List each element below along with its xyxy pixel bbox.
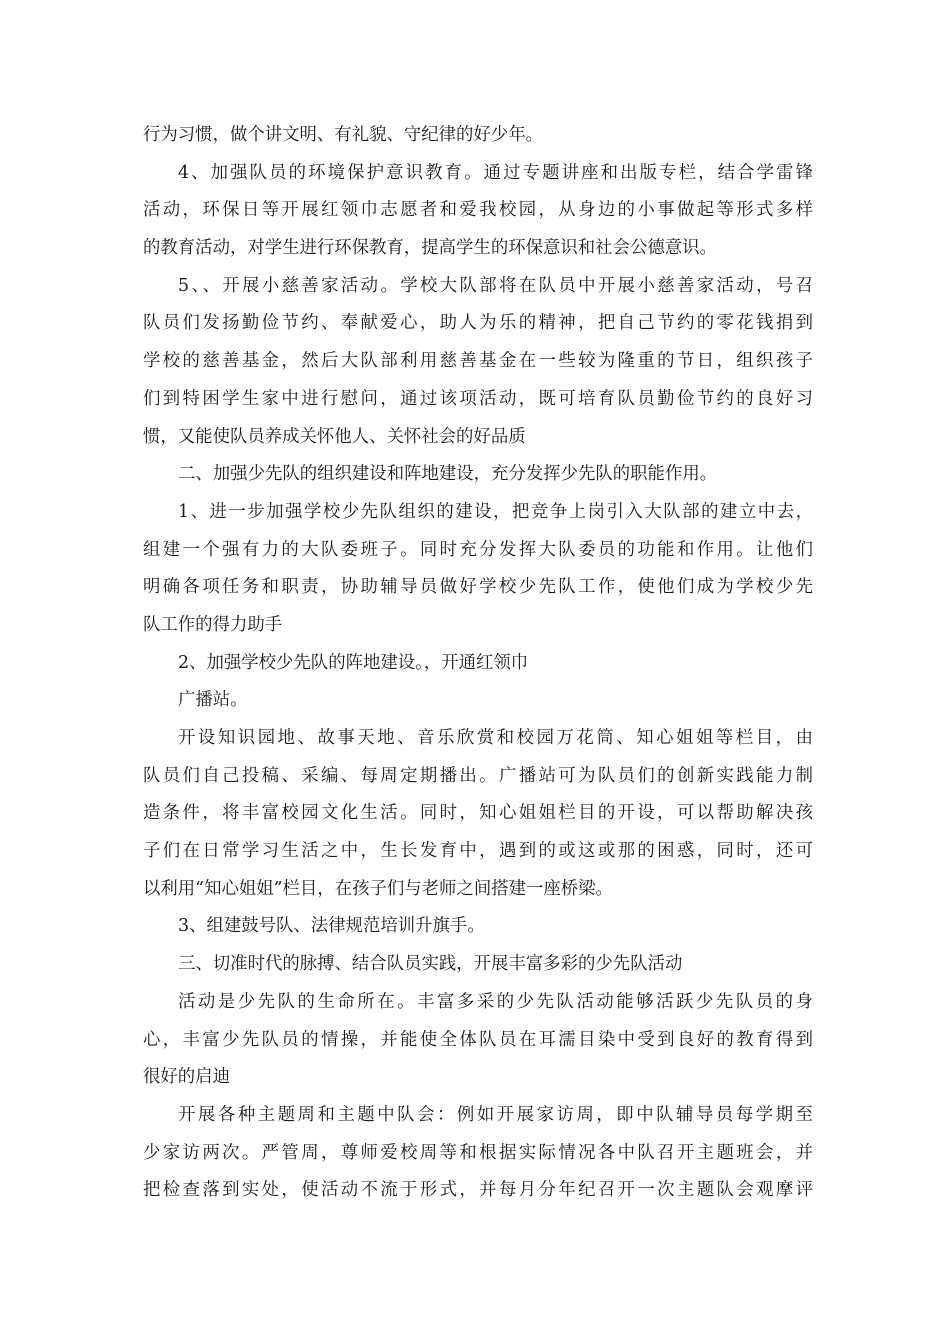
text-line: 二、加强少先队的组织建设和阵地建设，充分发挥少先队的职能作用。 <box>178 464 718 485</box>
text-line: 惯，又能使队员养成关怀他人、关怀社会的好品质 <box>143 426 526 447</box>
text-line: 广播站。 <box>178 690 248 711</box>
text-line: 活动，环保日等开展红领巾志愿者和爱我校园，从身边的小事做起等形式多样 <box>143 200 813 221</box>
document-body <box>143 117 813 1210</box>
text-line: 们到特困学生家中进行慰问，通过该项活动，既可培育队员勤俭节约的良好习 <box>143 388 813 409</box>
text-line: 组建一个强有力的大队委班子。同时充分发挥大队委员的功能和作用。让他们 <box>143 539 813 560</box>
text-line: 2、加强学校少先队的阵地建设。，开通红领巾 <box>178 652 529 673</box>
text-line: 5、、开展小慈善家活动。学校大队部将在队员中开展小慈善家活动，号召 <box>178 275 813 296</box>
text-line: 活动是少先队的生命所在。丰富多采的少先队活动能够活跃少先队员的身 <box>178 991 813 1012</box>
text-line: 的教育活动，对学生进行环保教育，提高学生的环保意识和社会公德意识。 <box>143 238 717 259</box>
text-line: 把检查落到实处，使活动不流于形式，并每月分年纪召开一次主题队会观摩评 <box>143 1180 813 1201</box>
text-line: 少家访两次。严管周，尊师爱校周等和根据实际情况各中队召开主题班会，并 <box>143 1142 813 1163</box>
text-line: 以利用“知心姐姐”栏目，在孩子们与老师之间搭建一座桥梁。 <box>143 878 613 899</box>
text-line: 子们在日常学习生活之中，生长发育中，遇到的或这或那的困惑，同时，还可 <box>143 841 813 862</box>
text-line: 队工作的得力助手 <box>143 614 283 635</box>
text-line: 造条件，将丰富校园文化生活。同时，知心姐姐栏目的开设，可以帮助解决孩 <box>143 803 813 824</box>
text-line: 队员们发扬勤俭节约、奉献爱心，助人为乐的精神，把自己节约的零花钱捐到 <box>143 313 813 334</box>
text-line: 学校的慈善基金，然后大队部利用慈善基金在一些较为隆重的节日，组织孩子 <box>143 351 813 372</box>
text-line: 心，丰富少先队员的情操，并能使全体队员在耳濡目染中受到良好的教育得到 <box>143 1029 813 1050</box>
text-line: 行为习惯，做个讲文明、有礼貌、守纪律的好少年。 <box>143 125 543 145</box>
text-line: 很好的启迪 <box>143 1067 230 1088</box>
text-line: 开设知识园地、故事天地、音乐欣赏和校园万花筒、知心姐姐等栏目，由 <box>178 728 813 748</box>
text-line: 三、切准时代的脉搏、结合队员实践，开展丰富多彩的少先队活动 <box>178 954 683 975</box>
text-line: 开展各种主题周和主题中队会：例如开展家访周，即中队辅导员每学期至 <box>178 1104 813 1125</box>
text-line: 队员们自己投稿、采编、每周定期播出。广播站可为队员们的创新实践能力制 <box>143 765 813 786</box>
text-line: 明确各项任务和职责，协助辅导员做好学校少先队工作，使他们成为学校少先 <box>143 577 813 598</box>
text-line: 1、进一步加强学校少先队组织的建设，把竞争上岗引入大队部的建立中去， <box>178 501 813 522</box>
text-line: 4、加强队员的环境保护意识教育。通过专题讲座和出版专栏，结合学雷锋 <box>178 162 813 183</box>
text-line: 3、组建鼓号队、法律规范培训升旗手。 <box>178 916 485 937</box>
